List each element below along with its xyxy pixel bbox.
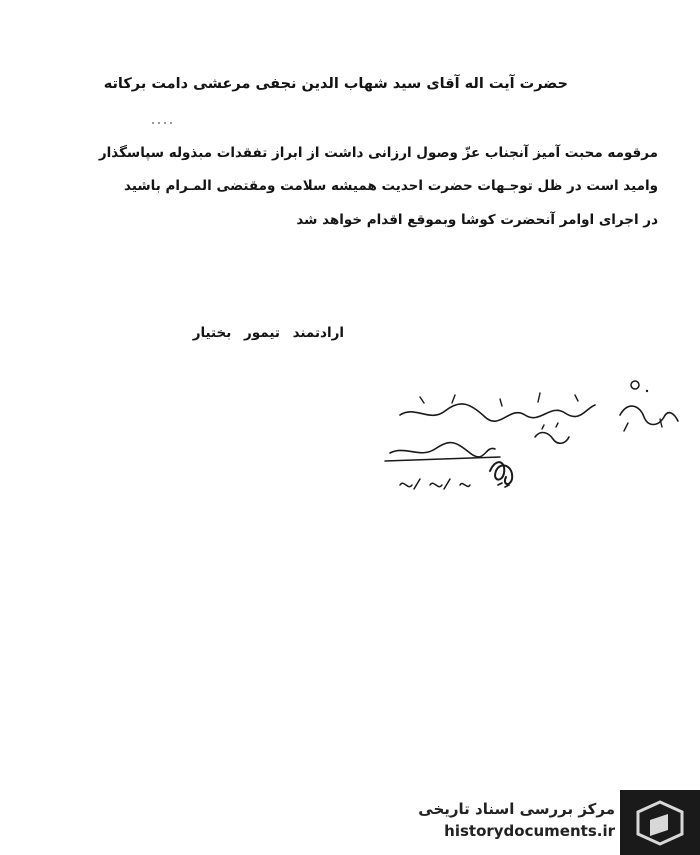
letter-signature: ارادتمند تیمور بختیار bbox=[192, 325, 344, 341]
letter-body-line: مرقومه محبت آمیز آنجناب عزّ وصول ارزانی داشت از ابراز تفقدات مبذوله سپاسگذار bbox=[98, 145, 658, 161]
paper-specks bbox=[150, 120, 180, 126]
letter-salutation: حضرت آیت اله آقای سید شهاب الدین نجفی مرعشی دامت برکاته bbox=[103, 76, 568, 92]
archive-url: historydocuments.ir bbox=[444, 822, 615, 840]
letter-body-line: در اجرای اوامر آنحضرت کوشا وبموقع اقدام خواهد شد bbox=[296, 212, 658, 228]
letter-body-line: وامید است در ظل توجـهات حضرت احدیت همیشه سلامت ومقتضی المـرام باشید bbox=[124, 178, 658, 194]
archive-wordmark: مرکز بررسی اسناد تاریخی bbox=[418, 800, 615, 818]
handwritten-annotation bbox=[360, 375, 700, 505]
archive-logo bbox=[620, 790, 700, 855]
